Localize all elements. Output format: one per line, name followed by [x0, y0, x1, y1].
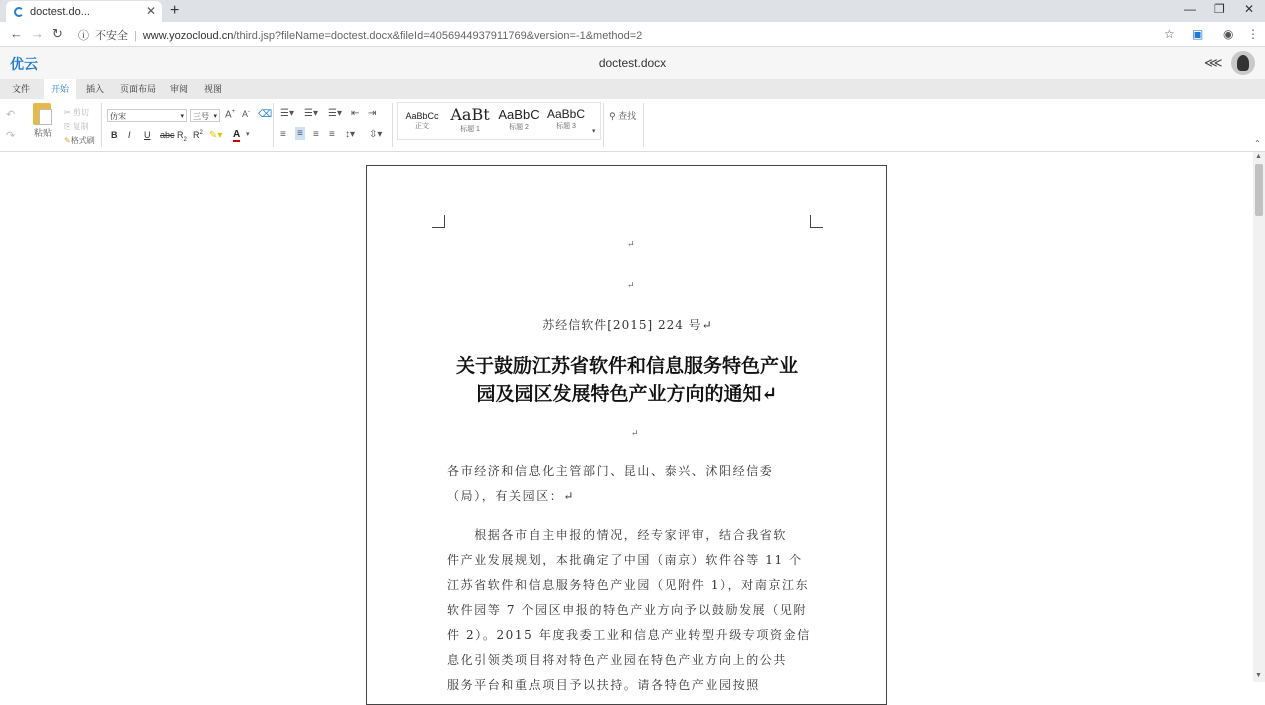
paragraph-mark: ↵	[627, 281, 635, 291]
scroll-up-icon[interactable]: ▲	[1255, 153, 1262, 160]
paste-icon[interactable]	[33, 103, 51, 125]
tab-insert[interactable]: 插入	[86, 84, 105, 94]
bookmark-star-icon[interactable]: ☆	[1164, 27, 1175, 41]
share-icon[interactable]: ⋘	[1204, 55, 1223, 70]
style-heading-1[interactable]	[446, 105, 494, 134]
line-spacing-icon[interactable]: ↕▾	[345, 129, 356, 140]
shrink-font-icon[interactable]: A-	[242, 109, 251, 119]
numbered-list-icon[interactable]: ☰▾	[304, 108, 318, 119]
search-icon: ⚲	[609, 111, 616, 121]
tab-home[interactable]: 开始	[44, 79, 76, 99]
multilevel-list-icon[interactable]: ☰▾	[328, 108, 342, 119]
reload-icon[interactable]: ↻	[52, 26, 63, 41]
align-right-icon[interactable]: ≡	[313, 129, 319, 140]
text-line: 软件园等 7 个园区申报的特色产业方向予以鼓励发展（见附	[447, 603, 808, 617]
style-sample: AaBbC	[498, 107, 540, 122]
salutation	[447, 459, 811, 509]
browser-tab-strip	[0, 0, 1265, 22]
document-heading	[447, 352, 807, 408]
back-icon[interactable]: ←	[10, 26, 23, 41]
vertical-scrollbar[interactable]	[1253, 152, 1265, 682]
paste-button[interactable]: 粘贴	[34, 128, 53, 138]
grow-font-icon[interactable]: A+	[225, 109, 236, 121]
paragraph-spacing-icon[interactable]: ⇳▾	[369, 129, 383, 140]
url-separator: |	[134, 30, 137, 42]
scrollbar-thumb[interactable]	[1255, 164, 1263, 216]
cut-button[interactable]: ✂ 剪切	[64, 108, 89, 117]
text-line: 息化引领类项目将对特色产业园在特色产业方向上的公共	[447, 653, 788, 667]
font-size-value: 三号	[193, 112, 209, 121]
text-line: 件产业发展规划，本批确定了中国（南京）软件谷等 11 个	[447, 553, 803, 567]
security-label: 不安全	[95, 30, 128, 42]
new-tab-icon[interactable]: +	[170, 2, 180, 19]
subscript-icon[interactable]: $R_2$	[177, 130, 187, 143]
style-sample: AaBt	[450, 105, 490, 124]
superscript-icon[interactable]: $R^2$	[193, 130, 203, 140]
ribbon-toolbar	[0, 99, 1265, 152]
format-painter-button[interactable]	[64, 135, 95, 146]
browser-tab[interactable]	[6, 1, 162, 22]
avatar[interactable]	[1231, 51, 1255, 75]
paragraph-mark: ↵	[631, 429, 639, 439]
bold-icon[interactable]: B	[111, 130, 118, 140]
text-line: 江苏省软件和信息服务特色产业园（见附件 1），对南京江东	[447, 578, 810, 592]
text-line: 各市经济和信息化主管部门、昆山、泰兴、沭阳经信委	[447, 464, 774, 478]
style-sample: AaBbC	[546, 107, 586, 121]
tab-close-icon[interactable]: ✕	[145, 4, 156, 18]
bullet-list-icon[interactable]: ☰▾	[280, 108, 294, 119]
style-gallery-expand-icon[interactable]: ▾	[592, 128, 596, 135]
url-field[interactable]	[78, 27, 642, 43]
underline-icon[interactable]: U	[144, 130, 151, 140]
redo-icon[interactable]: ↷	[6, 130, 16, 142]
style-name: 标题 2	[509, 124, 529, 131]
tab-title: doctest.do...	[30, 5, 90, 18]
chevron-down-icon[interactable]: ▾	[246, 131, 250, 138]
font-size-select[interactable]	[190, 109, 220, 122]
decrease-indent-icon[interactable]: ⇤	[351, 108, 360, 119]
copy-label: 复制	[72, 122, 89, 131]
ribbon-divider	[101, 103, 102, 147]
url-path: /third.jsp?fileName=doctest.docx&fileId=4056944937911769&version=-1&method=2	[233, 30, 643, 42]
highlight-icon[interactable]: ✎▾	[209, 130, 223, 141]
restore-icon[interactable]: ❐	[1214, 2, 1225, 16]
body-paragraph	[447, 523, 811, 698]
tab-review[interactable]: 审阅	[170, 84, 189, 94]
heading-line: 关于鼓励江苏省软件和信息服务特色产业	[455, 355, 798, 377]
style-normal[interactable]	[402, 111, 442, 131]
margin-corner-mark	[432, 215, 445, 228]
tab-file[interactable]: 文件	[12, 84, 31, 94]
collapse-ribbon-icon[interactable]: ⌃	[1254, 139, 1261, 148]
font-name-value: 仿宋	[110, 112, 126, 121]
text-line: （局），有关园区：↵	[447, 489, 576, 503]
strikethrough-icon[interactable]: abc	[160, 130, 175, 140]
document-page[interactable]	[366, 165, 887, 705]
info-icon[interactable]: ⓘ	[78, 30, 89, 42]
document-title: doctest.docx	[598, 56, 667, 70]
style-name: 标题 1	[460, 126, 480, 133]
tab-view[interactable]: 视图	[204, 84, 223, 94]
format-painter-icon: ✎	[64, 136, 71, 145]
increase-indent-icon[interactable]: ⇥	[368, 108, 377, 119]
style-name: 正文	[415, 123, 429, 130]
clear-format-icon[interactable]: ⌫	[258, 109, 273, 120]
style-name: 标题 3	[556, 123, 576, 130]
address-bar-row	[0, 22, 1265, 47]
document-number: 苏经信软件[2015] 224 号↵	[542, 318, 713, 332]
ribbon-divider	[603, 103, 604, 147]
app-logo[interactable]: 优云	[10, 56, 38, 72]
menu-icon[interactable]: ⋮	[1247, 27, 1259, 41]
align-center-icon[interactable]: ≡	[297, 128, 303, 139]
url-host: www.yozocloud.cn	[142, 30, 234, 42]
margin-corner-mark	[810, 215, 823, 228]
app-header	[0, 47, 1265, 79]
justify-icon[interactable]: ≡	[329, 129, 335, 140]
scroll-down-icon[interactable]: ▼	[1255, 672, 1262, 679]
font-name-select[interactable]	[107, 109, 187, 122]
tab-page-layout[interactable]: 页面布局	[120, 84, 157, 94]
format-painter-label: 格式刷	[70, 136, 95, 145]
find-label: 查找	[618, 111, 637, 121]
account-icon[interactable]: ◉	[1223, 27, 1234, 41]
heading-line: 园及园区发展特色产业方向的通知↵	[476, 383, 778, 405]
paragraph-mark: ↵	[627, 240, 635, 250]
text-line: 服务平台和重点项目予以扶持。请各特色产业园按照	[447, 678, 760, 692]
cut-label: 剪切	[72, 108, 89, 117]
align-left-icon[interactable]: ≡	[280, 129, 286, 140]
undo-icon[interactable]: ↶	[6, 109, 16, 121]
minimize-icon[interactable]: —	[1184, 2, 1196, 16]
chevron-down-icon: ▾	[213, 113, 217, 120]
site-favicon-icon	[14, 7, 24, 17]
chevron-down-icon: ▾	[180, 113, 184, 120]
ribbon-divider	[273, 103, 274, 147]
window-close-icon[interactable]: ✕	[1244, 2, 1255, 16]
copy-button[interactable]: ⎘ 复制	[64, 122, 89, 131]
ribbon-divider	[643, 103, 644, 147]
ribbon-divider	[392, 103, 393, 147]
find-button[interactable]	[609, 109, 636, 122]
cast-icon[interactable]: ▣	[1192, 27, 1204, 41]
text-line: 件 2）。2015 年度我委工业和信息产业转型升级专项资金信	[447, 628, 811, 642]
italic-icon[interactable]: I	[128, 130, 131, 140]
text-line: 根据各市自主申报的情况，经专家评审，结合我省软	[447, 528, 788, 542]
style-sample: AaBbCc	[405, 111, 439, 121]
font-color-icon[interactable]: A	[233, 129, 241, 140]
style-heading-3[interactable]	[544, 107, 588, 131]
style-gallery	[397, 102, 601, 140]
forward-icon[interactable]: →	[31, 26, 44, 41]
menu-tabs	[0, 79, 1265, 99]
style-heading-2[interactable]	[496, 107, 542, 132]
